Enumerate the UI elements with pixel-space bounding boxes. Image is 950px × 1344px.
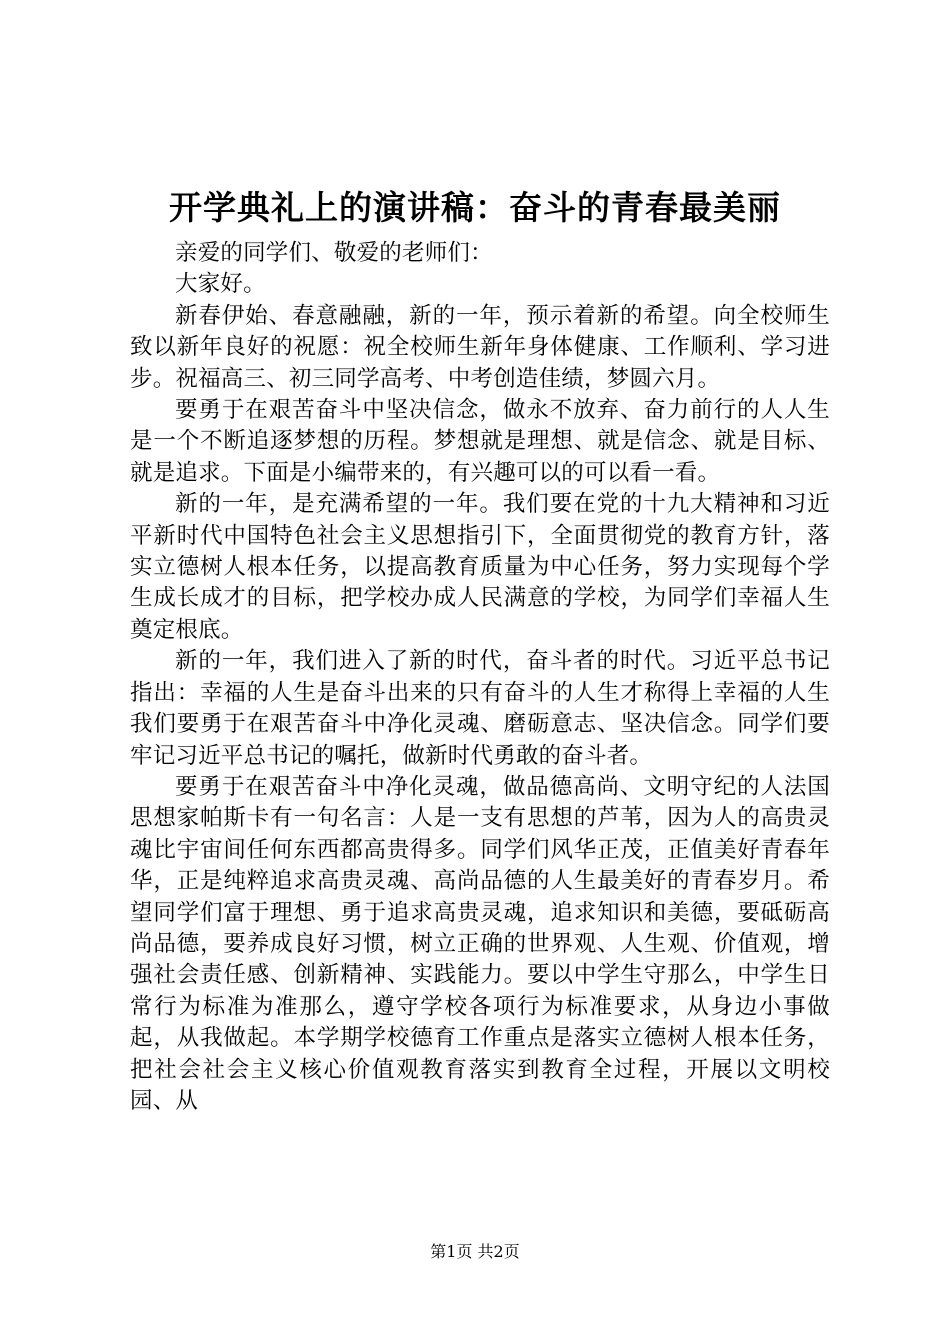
paragraph-greeting: 大家好。	[175, 271, 266, 298]
paragraph-new-year-wishes: 新春伊始、春意融融，新的一年，预示着新的希望。向全校师生致以新年良好的祝愿：祝全校师生新年身体健康、工作顺利、学习进步。祝福高三、初三同学高考、中考创造佳绩，梦圆六月。	[130, 302, 830, 392]
document-body	[130, 238, 830, 1117]
paragraph-hopeful-year: 新的一年，是充满希望的一年。我们要在党的十九大精神和习近平新时代中国特色社会主义思想指引下，全面贯彻党的教育方针，落实立德树人根本任务，以提高教育质量为中心任务，努力实现每个学生成长成才的目标，把学校办成人民满意的学校，为同学们幸福人生奠定根底。	[130, 491, 830, 643]
paragraph-new-era: 新的一年，我们进入了新的时代，奋斗者的时代。习近平总书记指出：幸福的人生是奋斗出来的只有奋斗的人生才称得上幸福的人生我们要勇于在艰苦奋斗中净化灵魂、磨砺意志、坚决信念。同学们要牢记习近平总书记的嘱托，做新时代勇敢的奋斗者。	[130, 648, 830, 769]
page-indicator: 第1页 共2页	[430, 1242, 520, 1261]
paragraph-firm-belief: 要勇于在艰苦奋斗中坚决信念，做永不放弃、奋力前行的人人生是一个不断追逐梦想的历程。梦想就是理想、就是信念、就是目标、就是追求。下面是小编带来的，有兴趣可以的可以看一看。	[130, 397, 830, 486]
document-title: 开学典礼上的演讲稿：奋斗的青春最美丽	[169, 188, 781, 227]
paragraph-salutation: 亲爱的同学们、敬爱的老师们：	[175, 240, 493, 266]
paragraph-noble-soul: 要勇于在艰苦奋斗中净化灵魂，做品德高尚、文明守纪的人法国思想家帕斯卡有一句名言：人是一支有思想的芦苇，因为人的高贵灵魂比宇宙间任何东西都高贵得多。同学们风华正茂，正值美好青春年华，正是纯粹追求高贵灵魂、高尚品德的人生最美好的青春岁月。希望同学们富于理想、勇于追求高贵灵魂，追求知识和美德，要砥砺高尚品德，要养成良好习惯，树立正确的世界观、人生观、价值观，增强社会责任感、创新精神、实践能力。要以中学生守那么，中学生日常行为标准为准那么，遵守学校各项行为标准要求，从身边小事做起，从我做起。本学期学校德育工作重点是落实立德树人根本任务，把社会社会主义核心价值观教育落实到教育全过程，开展以文明校园、从	[130, 773, 830, 1114]
